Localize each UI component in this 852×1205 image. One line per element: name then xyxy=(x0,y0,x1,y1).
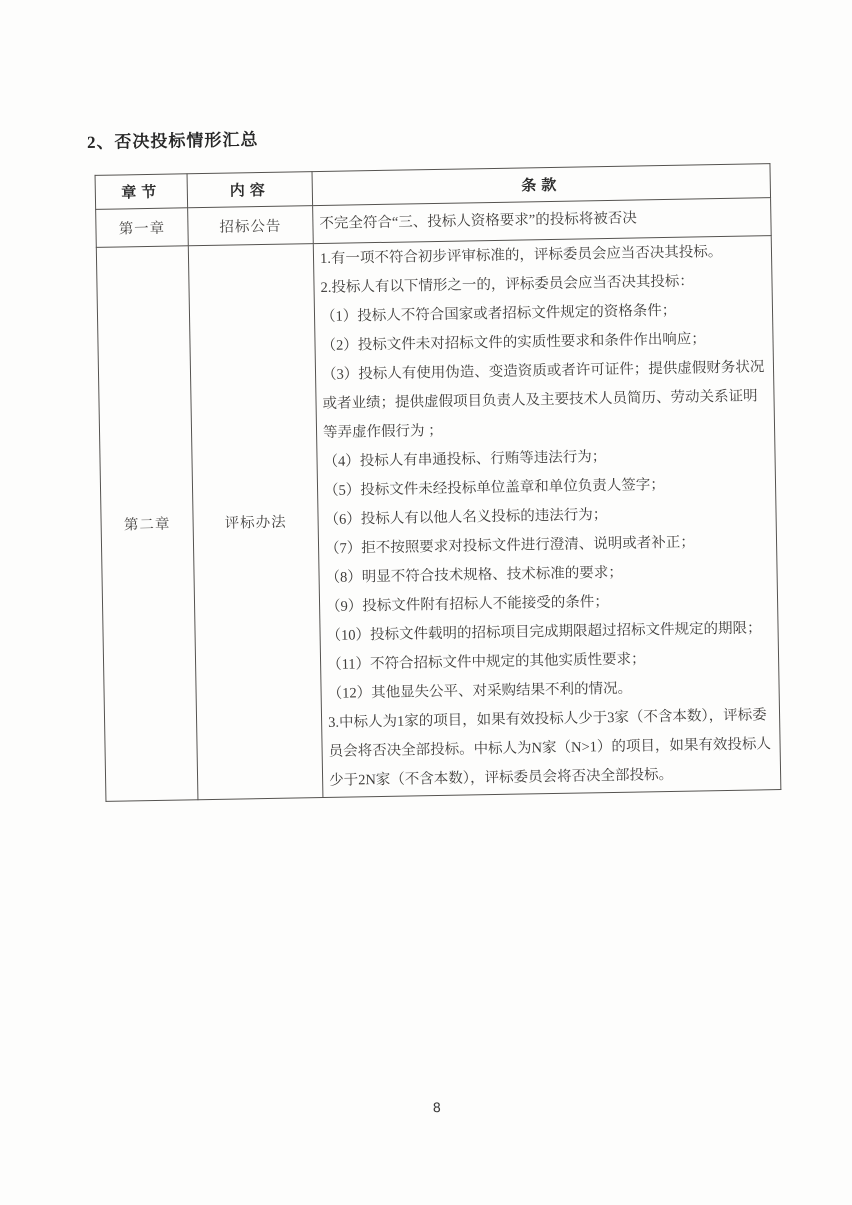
column-header-chapter: 章节 xyxy=(95,174,188,210)
clause-text: 2.投标人有以下情形之一的，评标委员会应当否决其投标： xyxy=(320,273,695,297)
clause-text: （5）投标文件未经投标单位盖章和单位负责人签字； xyxy=(323,477,665,499)
column-header-clause: 条款 xyxy=(312,164,771,206)
content-cell: 招标公告 xyxy=(188,206,314,246)
clause-text: （8）明显不符合技术规格、技术标准的要求； xyxy=(325,564,623,586)
clause-text: （3）投标人有使用伪造、变造资质或者许可证件；提供虚假财务状况或者业绩；提供虚假项目负责人及主要技术人员简历、劳动关系证明等弄虚作假行为 ； xyxy=(321,359,765,441)
clause-text: 1.有一项不符合初步评审标准的，评标委员会应当否决其投标。 xyxy=(319,243,723,268)
content-cell: 评标办法 xyxy=(188,244,323,800)
chapter-cell: 第一章 xyxy=(96,208,189,248)
clause-text: （9）投标文件附有招标人不能接受的条件； xyxy=(325,594,609,615)
column-header-content: 内容 xyxy=(187,172,313,208)
clause-text: （6）投标人有以他人名义投标的违法行为； xyxy=(324,507,608,528)
rejection-summary-table xyxy=(95,163,782,802)
clause-text: （7）拒不按照要求对投标文件进行澄清、说明或者补正； xyxy=(324,534,695,557)
chapter-cell: 第二章 xyxy=(96,246,198,802)
clause-text: 不完全符合“三、投标人资格要求”的投标将被否决 xyxy=(319,210,637,233)
clause-text: （11）不符合招标文件中规定的其他实质性要求； xyxy=(326,651,646,673)
clause-text: （1）投标人不符合国家或者招标文件规定的资格条件； xyxy=(320,302,677,325)
table-row-chapter2 xyxy=(96,236,781,802)
clause-text: （2）投标文件未对招标文件的实质性要求和条件作出响应； xyxy=(321,331,706,354)
clause-text: （10）投标文件载明的招标项目完成期限超过招标文件规定的期限； xyxy=(326,620,762,644)
clause-text: （4）投标人有串通投标、行贿等违法行为； xyxy=(323,449,607,470)
clause-text: 3.中标人为1家的项目，如果有效投标人少于3家（不含本数），评标委员会将否决全部投标。中标人为N家（N>1）的项目，如果有效投标人少于2N家（不含本数），评标委员会将否决全部投标。 xyxy=(327,707,772,789)
section-title: 2、否决投标情形汇总 xyxy=(86,130,259,153)
page-number: 8 xyxy=(432,1101,442,1117)
clause-text: （12）其他显失公平、对采购结果不利的情况。 xyxy=(327,680,633,702)
clauses-cell xyxy=(313,236,781,798)
